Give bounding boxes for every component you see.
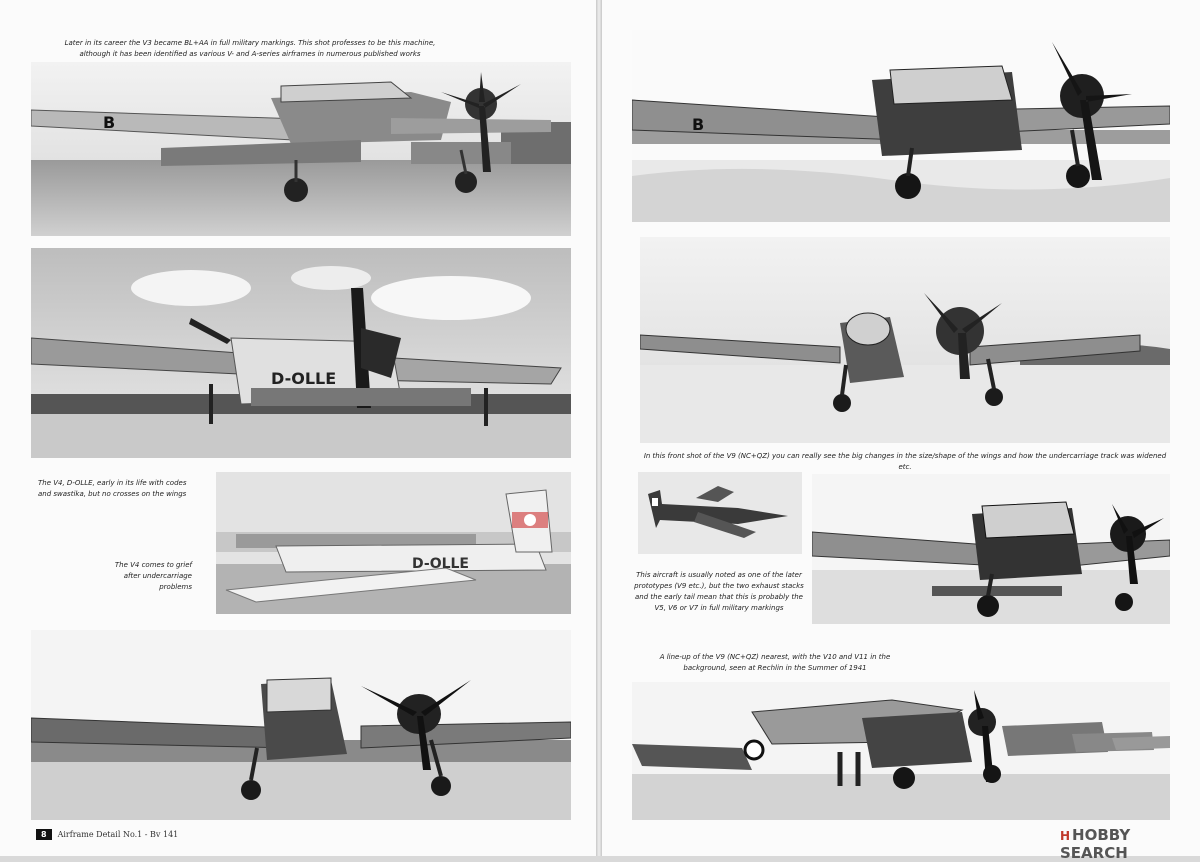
page-number: 8 xyxy=(36,829,52,840)
photo-v4-dolle xyxy=(31,248,571,458)
page-footer xyxy=(36,829,178,840)
running-title: Airframe Detail No.1 - Bv 141 xyxy=(57,830,179,839)
caption-v3: Later in its career the V3 became BL+AA in full military markings. This shot professes to be this machine, although it has been identified as various V- and A-series airframes in numerous published works xyxy=(64,39,436,58)
photo-formation xyxy=(638,472,802,554)
watermark-text: HOBBY SEARCH xyxy=(1060,826,1131,862)
caption-later-prototype: This aircraft is usually noted as one of the later prototypes (V9 etc.), but the two exhaust stacks and the early tail mean that this is probably the V5, V6 or V7 in full military markings xyxy=(634,571,804,612)
photo-v6-blac xyxy=(632,30,1170,222)
photo-lineup xyxy=(632,682,1170,820)
code-v4: D-OLLE xyxy=(271,369,337,388)
caption-lineup: A line-up of the V9 (NC+QZ) nearest, with the V10 and V11 in the background, seen at Rechlin in the Summer of 1941 xyxy=(659,653,891,672)
caption-v4-grief: The V4 comes to grief after undercarriage problems xyxy=(114,561,192,591)
watermark-logo-mark: H xyxy=(1060,829,1071,843)
caption-v4-early: The V4, D-OLLE, early in its life with codes and swastika, but no crosses on the wings xyxy=(38,479,187,498)
code-v6: B xyxy=(692,115,705,134)
caption-v9-front: In this front shot of the V9 (NC+QZ) you can really see the big changes in the size/shape of the wings and how the undercarriage track was widened etc. xyxy=(643,452,1167,471)
photo-v9-front xyxy=(640,237,1170,443)
photo-v3-blaa xyxy=(31,62,571,236)
hobbysearch-watermark xyxy=(1060,826,1200,862)
code-v3: B xyxy=(103,113,116,132)
photo-v4-grief xyxy=(216,472,571,614)
photo-v8 xyxy=(812,474,1170,624)
code-v4-grief: D-OLLE xyxy=(412,556,469,572)
photo-v5-blab xyxy=(31,630,571,820)
